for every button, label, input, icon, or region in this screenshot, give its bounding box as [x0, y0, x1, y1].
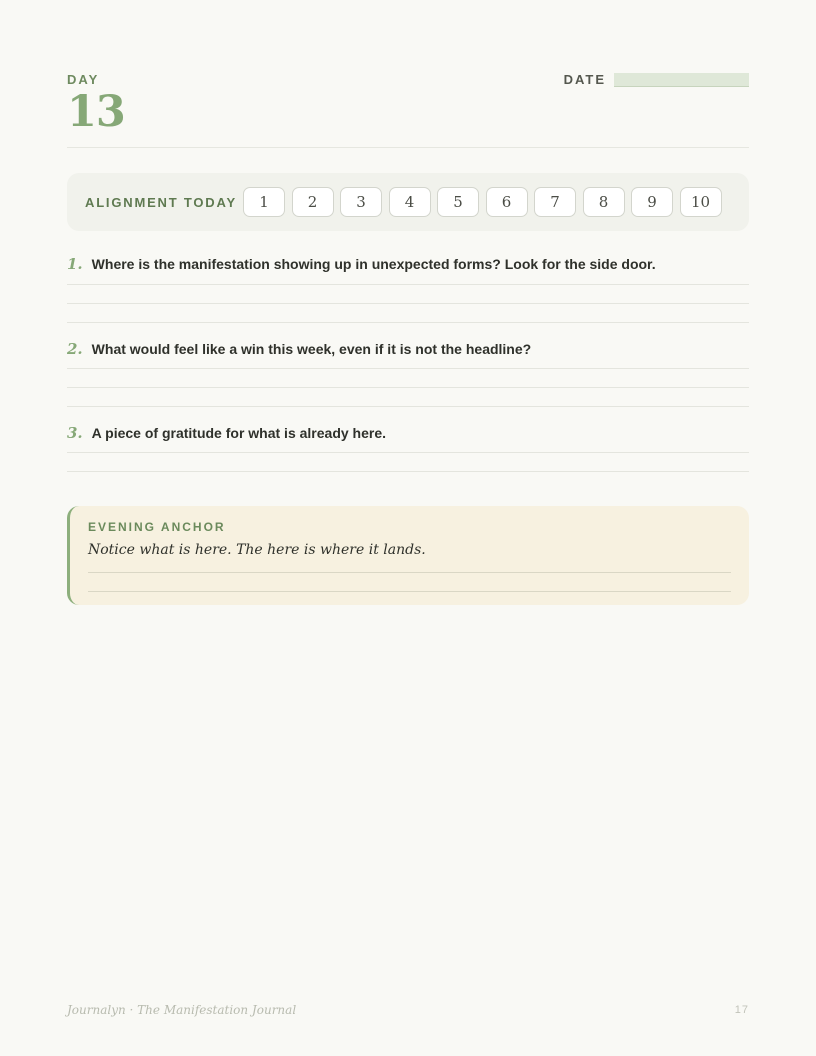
evening-anchor-label: EVENING ANCHOR: [88, 520, 226, 534]
writing-line[interactable]: [67, 322, 749, 323]
alignment-option-2[interactable]: 2: [292, 187, 334, 217]
prompt-question: Where is the manifestation showing up in unexpected forms? Look for the side door.: [91, 256, 656, 272]
prompt-2: [67, 340, 749, 360]
writing-line[interactable]: [67, 284, 749, 285]
date-label: DATE: [563, 72, 606, 87]
writing-line[interactable]: [67, 303, 749, 304]
prompt-question: A piece of gratitude for what is already here.: [91, 425, 387, 441]
alignment-option-4[interactable]: 4: [389, 187, 431, 217]
prompt-number: 2.: [67, 340, 83, 358]
writing-line[interactable]: [67, 452, 749, 453]
header-divider: [67, 147, 749, 148]
alignment-label: ALIGNMENT TODAY: [85, 194, 237, 210]
alignment-scale: [243, 187, 722, 217]
date-group: [564, 72, 749, 87]
evening-anchor-text: Notice what is here. The here is where it lands.: [88, 542, 426, 558]
writing-line[interactable]: [67, 368, 749, 369]
alignment-option-10[interactable]: 10: [680, 187, 722, 217]
alignment-option-5[interactable]: 5: [437, 187, 479, 217]
writing-line[interactable]: [67, 471, 749, 472]
alignment-option-1[interactable]: 1: [243, 187, 285, 217]
writing-line[interactable]: [88, 572, 731, 573]
alignment-option-8[interactable]: 8: [583, 187, 625, 217]
prompt-1: [67, 255, 749, 275]
writing-line[interactable]: [88, 591, 731, 592]
day-number: 13: [67, 87, 125, 137]
evening-anchor-card: [67, 506, 749, 605]
prompt-number: 3.: [67, 424, 83, 442]
footer-title: Journalyn · The Manifestation Journal: [67, 1003, 297, 1017]
writing-line[interactable]: [67, 406, 749, 407]
prompt-number: 1.: [67, 255, 83, 273]
alignment-option-7[interactable]: 7: [534, 187, 576, 217]
prompt-3: [67, 424, 749, 444]
page-number: 17: [734, 1004, 749, 1016]
date-field[interactable]: [614, 73, 749, 87]
journal-page: [67, 0, 749, 1056]
alignment-scale-panel: [67, 173, 749, 231]
day-label: DAY: [67, 72, 100, 87]
alignment-option-3[interactable]: 3: [340, 187, 382, 217]
prompt-question: What would feel like a win this week, even if it is not the headline?: [91, 341, 532, 357]
writing-line[interactable]: [67, 387, 749, 388]
alignment-option-6[interactable]: 6: [486, 187, 528, 217]
alignment-option-9[interactable]: 9: [631, 187, 673, 217]
